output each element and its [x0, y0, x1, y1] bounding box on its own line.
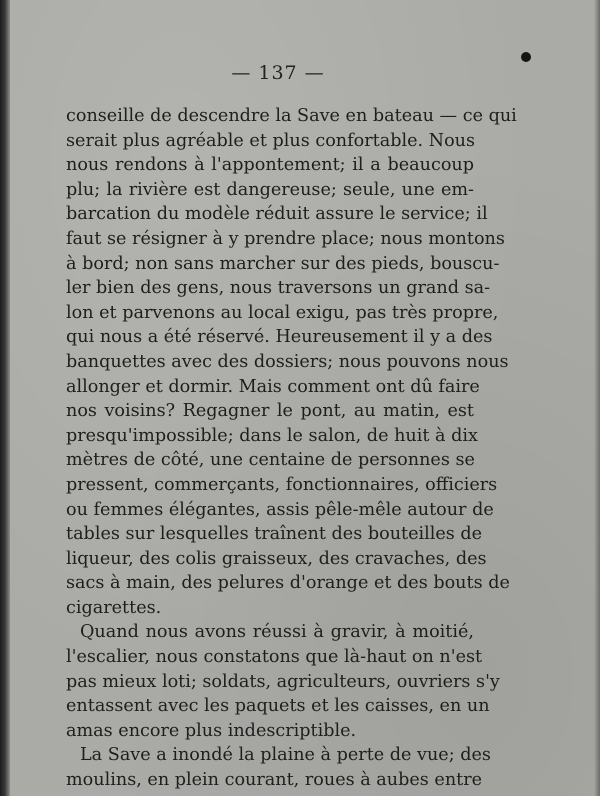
text-line: conseille de descendre la Save en bateau — ce qui: [66, 106, 517, 126]
text-line: serait plus agréable et plus confortable. Nous: [66, 130, 476, 151]
text-line: allonger et dormir. Mais comment ont dû faire: [66, 376, 480, 397]
text-line: ler bien des gens, nous traversons un grand sa-: [66, 278, 491, 299]
text-line: à bord; non sans marcher sur des pieds, bouscu-: [66, 253, 500, 274]
text-line: La Save a inondé la plaine à perte de vue; des: [80, 745, 491, 766]
text-line: moulins, en plein courant, roues à aubes entre: [66, 770, 483, 791]
text-line: nos voisins? Regagner le pont, au matin, est: [66, 401, 474, 422]
ink-speck: [521, 52, 531, 62]
text-line: pressent, commerçants, fonctionnaires, officiers: [66, 474, 498, 495]
text-line: faut se résigner à y prendre place; nous montons: [66, 228, 505, 249]
body-text: [66, 104, 517, 793]
text-line: amas encore plus indescriptible.: [66, 720, 357, 741]
text-line: entassent avec les paquets et les caisses, en un: [66, 696, 490, 717]
text-line: pas mieux loti; soldats, agriculteurs, ouvriers s'y: [66, 671, 500, 692]
text-line: qui nous a été réservé. Heureusement il y a des: [66, 327, 493, 348]
text-line: cigarettes.: [66, 597, 162, 618]
text-line: nous rendons à l'appontement; il a beaucoup: [66, 155, 474, 176]
text-line: presqu'impossible; dans le salon, de huit à dix: [66, 425, 478, 446]
text-line: lon et parvenons au local exigu, pas très propre,: [66, 302, 499, 323]
text-line: ou femmes élégantes, assis pêle-mêle autour de: [66, 499, 494, 520]
text-line: barcation du modèle réduit assure le service; il: [66, 204, 488, 225]
book-binding-edge: [0, 0, 10, 796]
text-line: plu; la rivière est dangereuse; seule, une em-: [66, 179, 474, 200]
text-line: liqueur, des colis graisseux, des cravaches, des: [66, 548, 487, 569]
page-number: — 137 —: [231, 62, 325, 84]
text-line: sacs à main, des pelures d'orange et des bouts de: [66, 573, 510, 594]
text-line: banquettes avec des dossiers; nous pouvons nous: [66, 351, 509, 372]
text-line: l'escalier, nous constatons que là-haut on n'est: [66, 647, 483, 668]
text-line: tables sur lesquelles traînent des bouteilles de: [66, 524, 483, 545]
text-line: mètres de côté, une centaine de personnes se: [66, 450, 475, 471]
text-line: Quand nous avons réussi à gravir, à moitié,: [80, 622, 474, 643]
page-right-edge: [594, 0, 600, 796]
